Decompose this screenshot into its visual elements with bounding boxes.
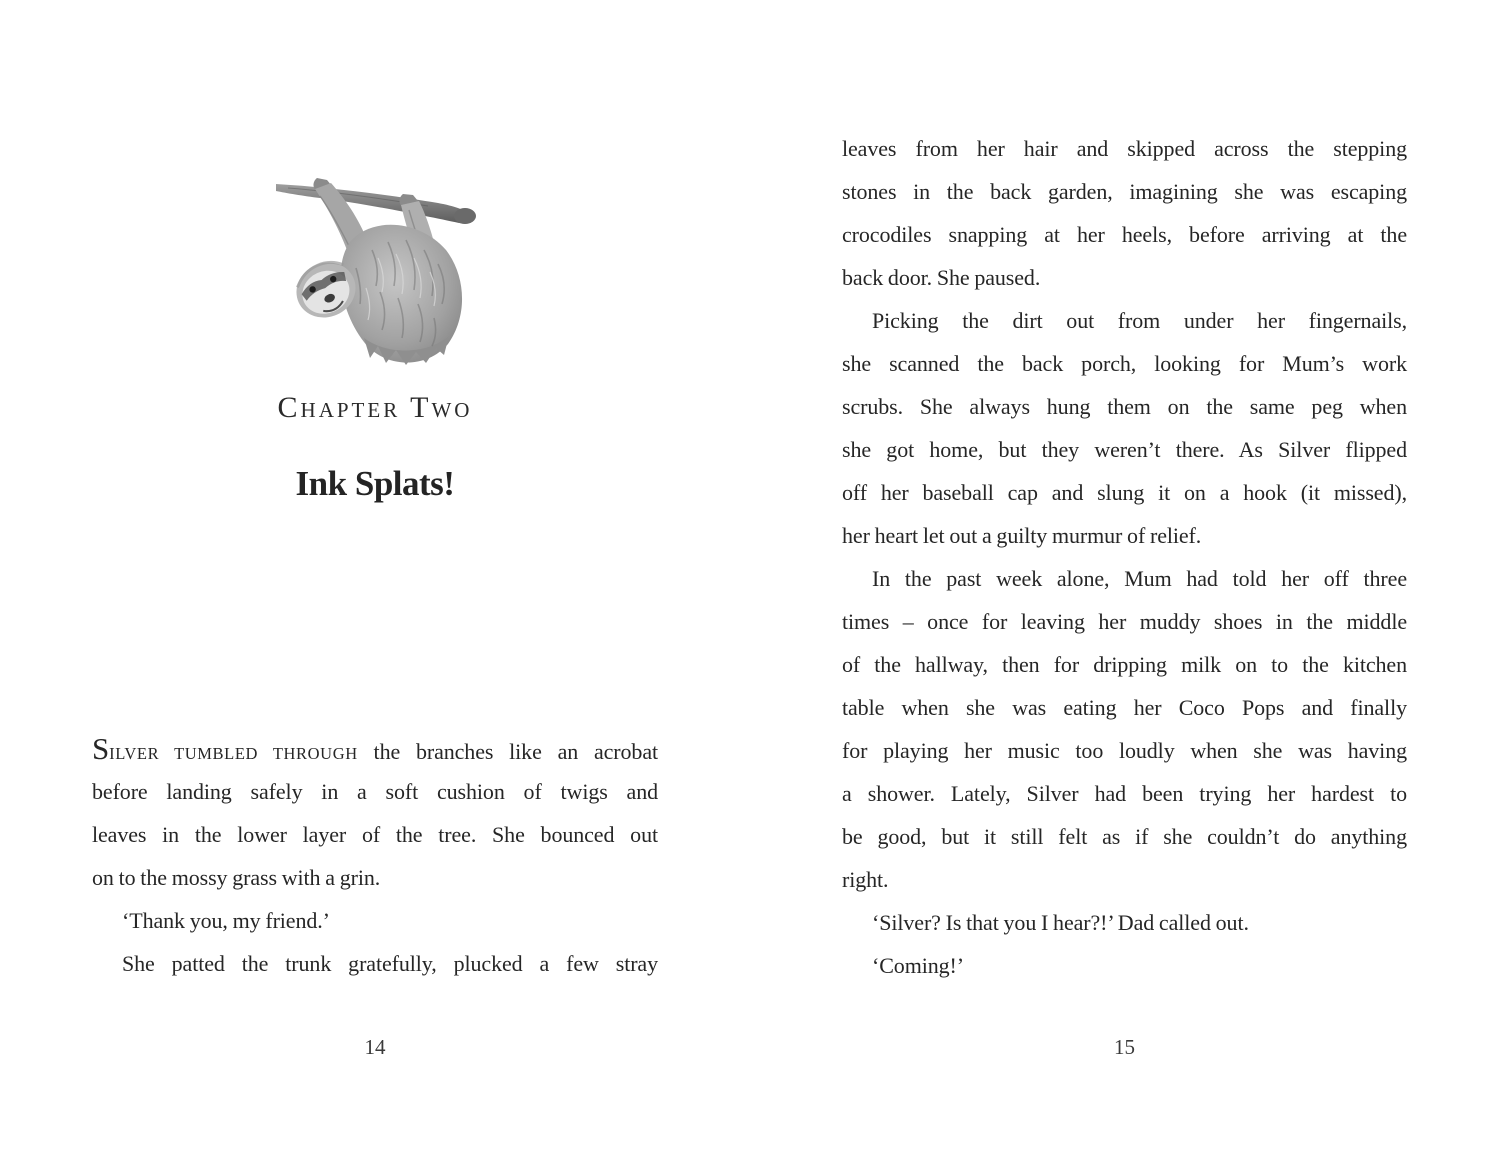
text-line: [92, 727, 658, 770]
text-line: times – once for leaving her muddy shoes in the middle: [842, 609, 1407, 634]
text-line: on to the mossy grass with a grin.: [92, 865, 381, 890]
text-line: table when she was eating her Coco Pops and finally: [842, 695, 1407, 720]
text-line: she got home, but they weren’t there. As Silver flipped: [842, 437, 1407, 462]
text-segment-smallcaps: ILVER TUMBLED THROUGH: [109, 744, 358, 763]
text-line: back door. She paused.: [842, 265, 1041, 290]
text-line: ‘Coming!’: [872, 953, 964, 978]
text-line: a shower. Lately, Silver had been trying her hardest to: [842, 781, 1407, 806]
text-line: off her baseball cap and slung it on a hook (it missed),: [842, 480, 1407, 505]
text-line: She patted the trunk gratefully, plucked a few stray: [122, 951, 658, 976]
text-line: In the past week alone, Mum had told her off three: [872, 566, 1407, 591]
text-segment-initial: S: [92, 731, 110, 766]
text-line: stones in the back garden, imagining she was escaping: [842, 179, 1407, 204]
text-line: Picking the dirt out from under her fingernails,: [872, 308, 1407, 333]
right-page: [842, 0, 1407, 1151]
text-line: scrubs. She always hung them on the same peg when: [842, 394, 1407, 419]
chapter-title: Ink Splats!: [295, 464, 455, 503]
text-line: for playing her music too loudly when she was having: [842, 738, 1407, 763]
text-line: of the hallway, then for dripping milk on to the kitchen: [842, 652, 1407, 677]
text-segment-normal: the branches like an acrobat: [357, 739, 658, 764]
text-line: her heart let out a guilty murmur of relief.: [842, 523, 1202, 548]
text-line: right.: [842, 867, 889, 892]
sloth-illustration: [268, 158, 480, 372]
text-line: she scanned the back porch, looking for Mum’s work: [842, 351, 1407, 376]
text-line: leaves from her hair and skipped across the stepping: [842, 136, 1407, 161]
text-line: leaves in the lower layer of the tree. She bounced out: [92, 822, 658, 847]
text-line: ‘Thank you, my friend.’: [122, 908, 330, 933]
left-page-body-text: [92, 727, 658, 985]
text-line: before landing safely in a soft cushion of twigs and: [92, 779, 658, 804]
text-line: crocodiles snapping at her heels, before arriving at the: [842, 222, 1407, 247]
text-line: be good, but it still felt as if she couldn’t do anything: [842, 824, 1407, 849]
page-number-right: 15: [1114, 1035, 1135, 1059]
text-line: ‘Silver? Is that you I hear?!’ Dad called out.: [872, 910, 1249, 935]
right-page-body-text: [842, 127, 1407, 987]
left-page: [92, 0, 658, 1151]
chapter-label: Chapter Two: [277, 391, 473, 424]
page-number-left: 14: [364, 1035, 386, 1059]
sloth-hanging-from-branch-image: [268, 158, 480, 370]
